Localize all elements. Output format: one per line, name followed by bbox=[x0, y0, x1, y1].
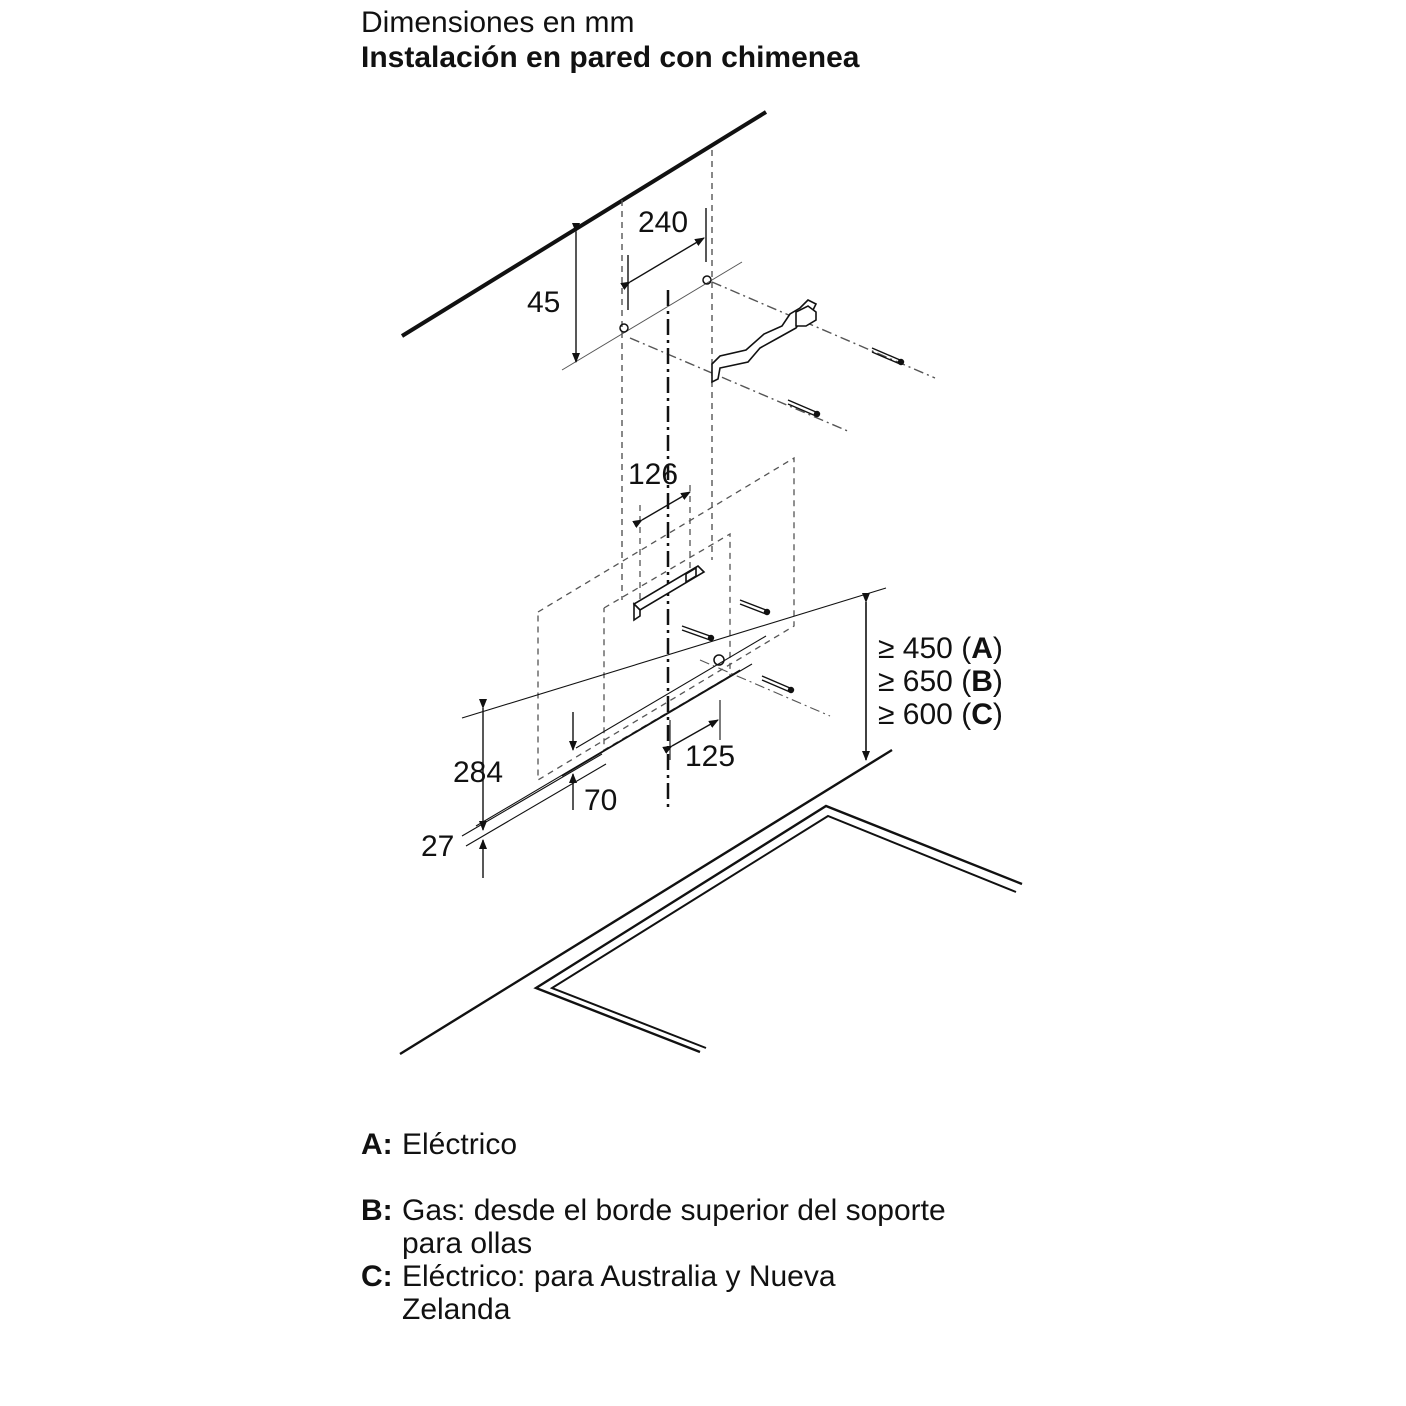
min-distance-c: ≥ 600 (C) bbox=[878, 698, 1003, 731]
dimension-126 bbox=[642, 492, 690, 520]
legend-text: Eléctrico: para Australia y Nueva Zelanda bbox=[402, 1260, 836, 1326]
units-caption: Dimensiones en mm bbox=[361, 6, 635, 39]
dimension-70-label: 70 bbox=[584, 784, 618, 817]
upper-bracket bbox=[712, 300, 816, 382]
dimension-240-label: 240 bbox=[638, 206, 689, 239]
dimension-45-label: 45 bbox=[527, 286, 561, 319]
dimension-284-label: 284 bbox=[453, 756, 504, 789]
ceiling-line bbox=[402, 112, 766, 336]
min-distance-b: ≥ 650 (B) bbox=[878, 665, 1003, 698]
cooktop-surface bbox=[400, 750, 1022, 1054]
dimension-27-label: 27 bbox=[421, 830, 455, 863]
legend-item-b bbox=[361, 1194, 1042, 1260]
legend-text: Eléctrico bbox=[402, 1128, 518, 1161]
legend-key: C: bbox=[361, 1260, 393, 1293]
dimension-125-label: 125 bbox=[685, 740, 736, 773]
upper-guides bbox=[562, 150, 935, 600]
page-title: Instalación en pared con chimenea bbox=[361, 41, 860, 74]
legend-key: B: bbox=[361, 1194, 393, 1227]
min-distance-a: ≥ 450 (A) bbox=[878, 632, 1003, 665]
screw-hole-upper-left bbox=[620, 324, 628, 332]
legend-item-a bbox=[361, 1128, 1042, 1161]
legend-key: A: bbox=[361, 1128, 393, 1161]
legend bbox=[361, 1128, 1042, 1326]
legend-text: Gas: desde el borde superior del soporte para ollas bbox=[402, 1194, 946, 1260]
legend-item-c bbox=[361, 1260, 1042, 1326]
lower-screws bbox=[682, 600, 830, 716]
upper-screws bbox=[788, 348, 904, 417]
dimension-126-label: 126 bbox=[628, 458, 679, 491]
